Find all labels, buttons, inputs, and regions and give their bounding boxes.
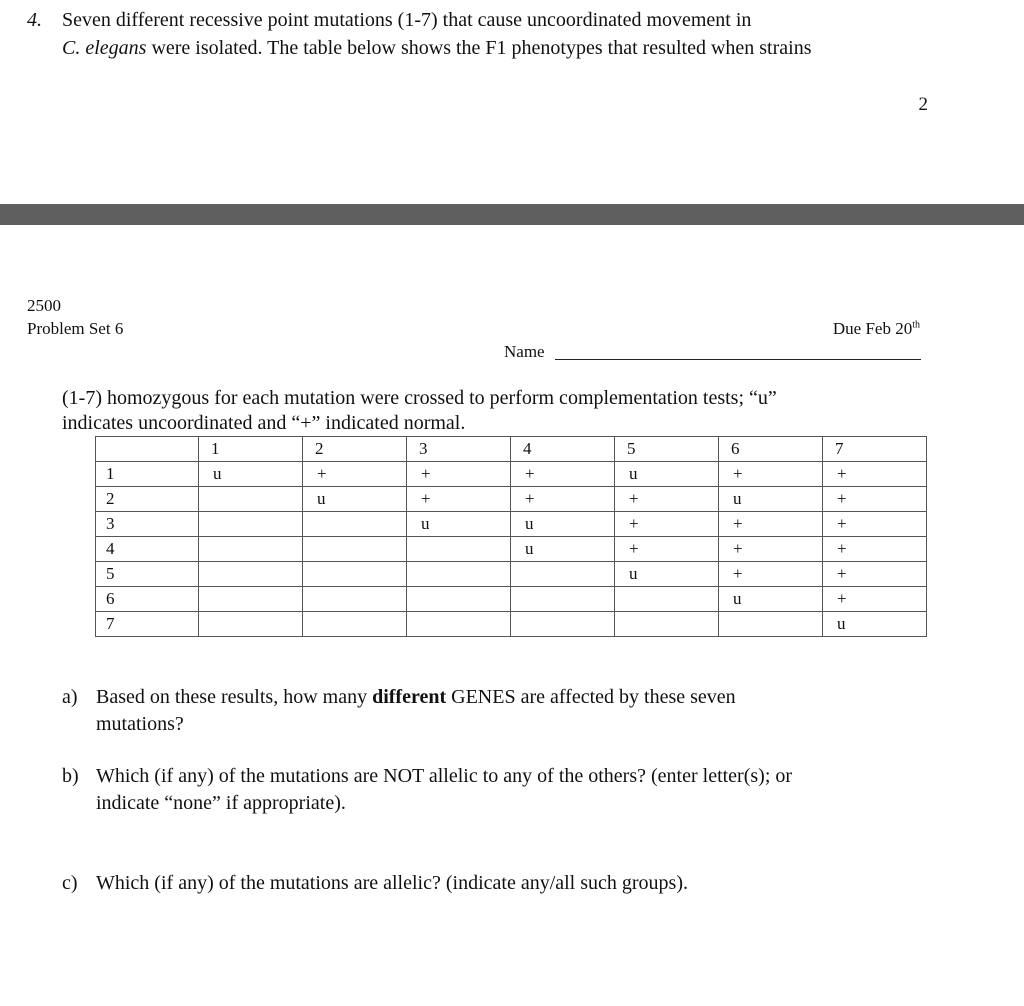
subquestion-c-letter: c) bbox=[62, 872, 78, 894]
table-cell bbox=[407, 587, 511, 612]
subquestion-b-line1: Which (if any) of the mutations are NOT allelic to any of the others? (enter letter(s); or bbox=[96, 765, 793, 787]
subquestion-a-pre: Based on these results, how many bbox=[96, 686, 373, 708]
subquestion-a-bold: different bbox=[372, 686, 447, 708]
column-header: 3 bbox=[407, 437, 511, 462]
subquestion-c-line1: Which (if any) of the mutations are allelic? (indicate any/all such groups). bbox=[96, 872, 689, 894]
table-cell: + bbox=[823, 562, 927, 587]
table-cell: + bbox=[511, 487, 615, 512]
table-cell: u bbox=[511, 537, 615, 562]
table-cell bbox=[199, 587, 303, 612]
page-divider bbox=[0, 204, 1024, 225]
table-cell bbox=[407, 562, 511, 587]
column-header: 6 bbox=[719, 437, 823, 462]
table-cell bbox=[407, 537, 511, 562]
table-cell: + bbox=[407, 462, 511, 487]
table-cell: + bbox=[823, 462, 927, 487]
table-cell: + bbox=[719, 562, 823, 587]
table-cell: + bbox=[823, 487, 927, 512]
table-cell bbox=[511, 587, 615, 612]
table-cell bbox=[303, 612, 407, 637]
table-corner-cell bbox=[96, 437, 199, 462]
table-row bbox=[96, 587, 927, 612]
intro-text-line1: (1-7) homozygous for each mutation were crossed to perform complementation tests; “u” bbox=[62, 387, 777, 409]
species-name: C. elegans bbox=[62, 37, 147, 59]
table-cell: + bbox=[823, 537, 927, 562]
subquestion-b-letter: b) bbox=[62, 765, 79, 787]
due-date-text: Due Feb 20 bbox=[832, 319, 913, 338]
table-cell bbox=[303, 512, 407, 537]
table-cell: u bbox=[303, 487, 407, 512]
page-number: 2 bbox=[918, 94, 928, 115]
due-date-suffix: th bbox=[912, 319, 920, 331]
column-header: 2 bbox=[303, 437, 407, 462]
table-cell: + bbox=[303, 462, 407, 487]
row-header: 4 bbox=[96, 537, 199, 562]
due-date bbox=[833, 319, 920, 339]
table-row bbox=[96, 487, 927, 512]
row-header: 5 bbox=[96, 562, 199, 587]
table-cell: + bbox=[823, 587, 927, 612]
table-cell: u bbox=[511, 512, 615, 537]
name-label: Name bbox=[504, 342, 545, 361]
table-cell bbox=[511, 612, 615, 637]
question-text-line2 bbox=[62, 37, 811, 60]
table-cell bbox=[407, 612, 511, 637]
table-cell: u bbox=[407, 512, 511, 537]
table-cell: + bbox=[407, 487, 511, 512]
table-row bbox=[96, 462, 927, 487]
column-header: 4 bbox=[511, 437, 615, 462]
table-cell: u bbox=[615, 462, 719, 487]
table-cell: + bbox=[823, 512, 927, 537]
question-text-line1: Seven different recessive point mutations (1-7) that cause uncoordinated movement in bbox=[62, 9, 752, 31]
table-cell bbox=[303, 587, 407, 612]
question-text-line2-rest: were isolated. The table below shows the F1 phenotypes that resulted when strains bbox=[146, 37, 812, 59]
table-cell: + bbox=[615, 512, 719, 537]
table-cell: + bbox=[511, 462, 615, 487]
table-cell bbox=[199, 562, 303, 587]
table-cell bbox=[511, 562, 615, 587]
table-cell: u bbox=[615, 562, 719, 587]
table-cell: u bbox=[719, 587, 823, 612]
table-cell bbox=[199, 487, 303, 512]
table-cell bbox=[303, 562, 407, 587]
table-cell bbox=[615, 612, 719, 637]
table-cell bbox=[303, 537, 407, 562]
table-row bbox=[96, 562, 927, 587]
subquestion-a-line1 bbox=[96, 686, 736, 709]
subquestion-a-letter: a) bbox=[62, 686, 78, 708]
subquestion-a-post: GENES are affected by these seven bbox=[446, 686, 736, 708]
column-header: 7 bbox=[823, 437, 927, 462]
table-row bbox=[96, 612, 927, 637]
intro-text-line2: indicates uncoordinated and “+” indicated normal. bbox=[62, 412, 466, 434]
subquestion-b-line2: indicate “none” if appropriate). bbox=[96, 792, 346, 814]
table-cell: + bbox=[615, 537, 719, 562]
course-number: 2500 bbox=[27, 296, 61, 315]
complementation-table bbox=[95, 436, 927, 637]
table-cell: + bbox=[719, 462, 823, 487]
table-cell: u bbox=[823, 612, 927, 637]
row-header: 6 bbox=[96, 587, 199, 612]
table-row bbox=[96, 537, 927, 562]
column-header: 1 bbox=[199, 437, 303, 462]
table-cell bbox=[199, 512, 303, 537]
table-cell: u bbox=[199, 462, 303, 487]
row-header: 7 bbox=[96, 612, 199, 637]
row-header: 3 bbox=[96, 512, 199, 537]
question-number: 4. bbox=[27, 9, 42, 31]
table-row bbox=[96, 512, 927, 537]
table-cell: + bbox=[719, 537, 823, 562]
table-cell bbox=[199, 612, 303, 637]
problem-set-title: Problem Set 6 bbox=[27, 319, 124, 338]
table-header-row bbox=[96, 437, 927, 462]
table-cell bbox=[719, 612, 823, 637]
table-cell: u bbox=[719, 487, 823, 512]
table-cell: + bbox=[615, 487, 719, 512]
column-header: 5 bbox=[615, 437, 719, 462]
row-header: 1 bbox=[96, 462, 199, 487]
row-header: 2 bbox=[96, 487, 199, 512]
table-cell bbox=[199, 537, 303, 562]
name-blank-line bbox=[555, 359, 921, 360]
table-cell bbox=[615, 587, 719, 612]
subquestion-a-line2: mutations? bbox=[96, 713, 184, 735]
table-cell: + bbox=[719, 512, 823, 537]
